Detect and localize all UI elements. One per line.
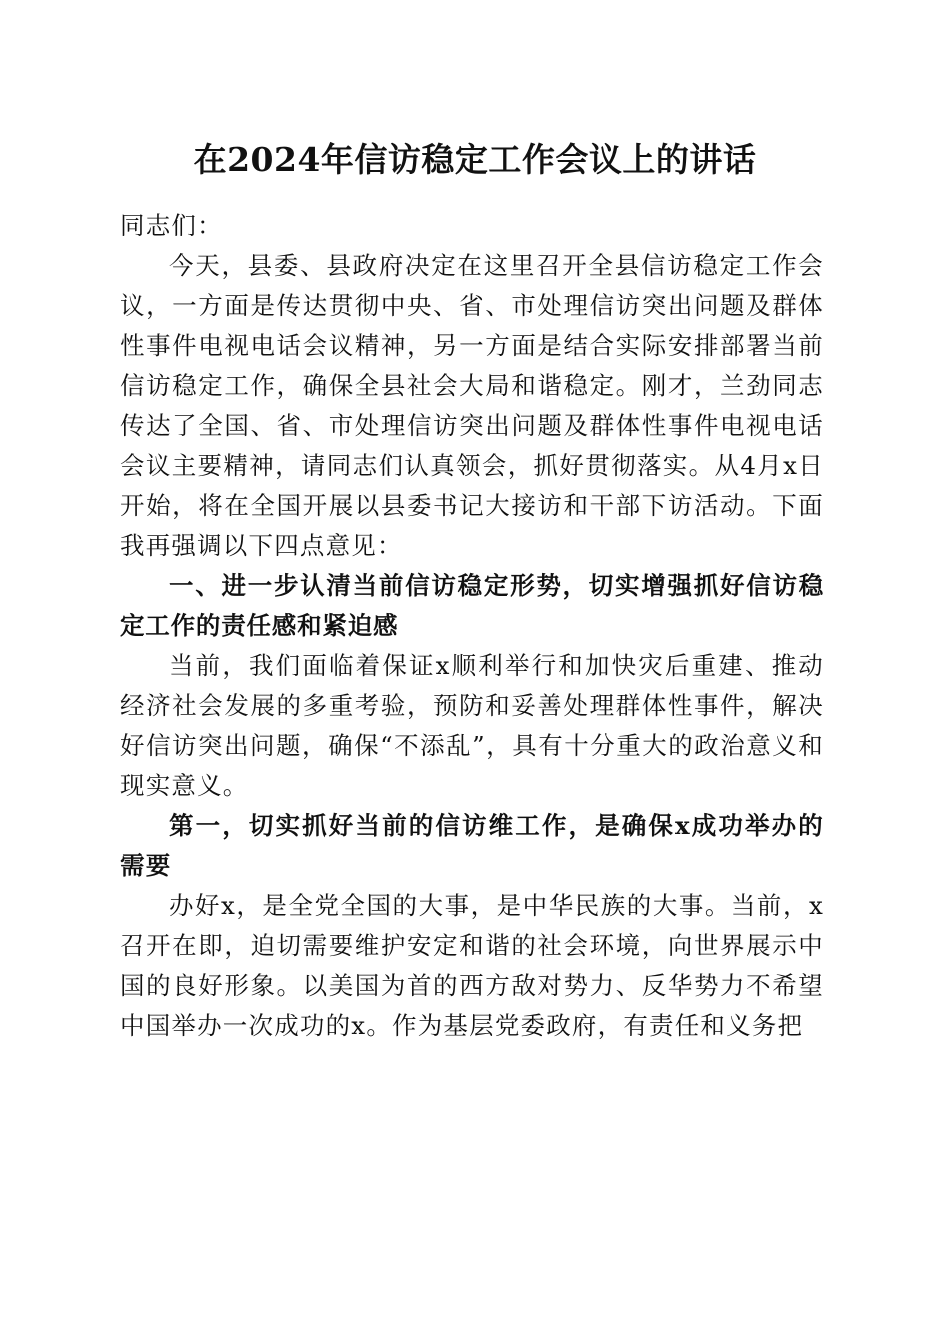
subsection-heading-1: 第一，切实抓好当前的信访维工作，是确保x成功举办的需要: [120, 811, 824, 880]
salutation: 同志们：: [120, 211, 223, 240]
document-body: [120, 206, 824, 1046]
intro-paragraph: 今天，县委、县政府决定在这里召开全县信访稳定工作会议，一方面是传达贯彻中央、省、市处理信访突出问题及群体性事件电视电话会议精神，另一方面是结合实际安排部署当前信访稳定工作，确保全县社会大局和谐稳定。刚才，兰劲同志传达了全国、省、市处理信访突出问题及群体性事件电视电话会议主要精神，请同志们认真领会，抓好贯彻落实。从4月x日开始，将在全国开展以县委书记大接访和干部下访活动。下面我再强调以下四点意见：: [120, 251, 824, 560]
section-heading-1: 一、进一步认清当前信访稳定形势，切实增强抓好信访稳定工作的责任感和紧迫感: [120, 571, 824, 640]
situation-paragraph: 当前，我们面临着保证x顺利举行和加快灾后重建、推动经济社会发展的多重考验，预防和妥善处理群体性事件，解决好信访突出问题，确保“不添乱”，具有十分重大的政治意义和现实意义。: [120, 651, 824, 800]
document-title: 在2024年信访稳定工作会议上的讲话: [193, 140, 757, 179]
body-paragraph: 办好x，是全党全国的大事，是中华民族的大事。当前，x召开在即，迫切需要维护安定和谐的社会环境，向世界展示中国的良好形象。以美国为首的西方敌对势力、反华势力不希望中国举办一次成功的x。作为基层党委政府，有责任和义务把: [120, 891, 824, 1040]
